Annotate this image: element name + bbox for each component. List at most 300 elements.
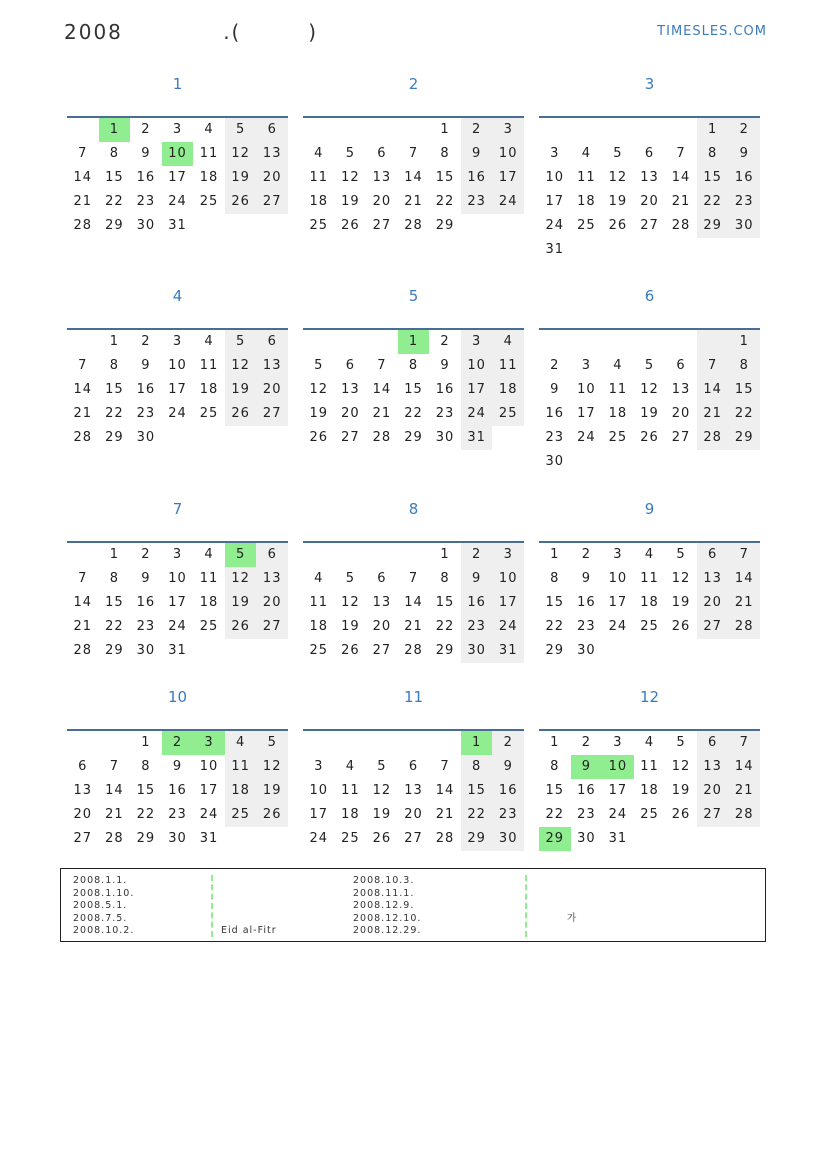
day-cell[interactable]: 28 (372, 430, 392, 445)
day-cell[interactable]: 1 (109, 334, 119, 349)
day-cell[interactable]: 5 (676, 547, 686, 562)
day-cell[interactable]: 27 (341, 430, 360, 445)
day-cell[interactable]: 30 (728, 214, 760, 238)
day-cell[interactable]: 15 (435, 170, 455, 185)
day-cell[interactable]: 14 (73, 170, 93, 185)
day-cell[interactable]: 9 (581, 571, 591, 586)
day-cell[interactable]: 7 (78, 146, 88, 161)
day-cell[interactable]: 6 (345, 358, 355, 373)
day-cell[interactable]: 25 (199, 406, 219, 421)
day-cell[interactable]: 26 (225, 402, 257, 426)
day-cell[interactable]: 20 (640, 194, 659, 209)
day-cell[interactable]: 19 (608, 194, 628, 209)
day-cell[interactable]: 10 (168, 358, 187, 373)
day-cell[interactable]: 7 (377, 358, 387, 373)
day-cell[interactable]: 21 (372, 406, 392, 421)
day-cell[interactable]: 12 (225, 354, 257, 378)
day-cell[interactable]: 7 (728, 543, 760, 567)
day-cell[interactable]: 19 (225, 591, 257, 615)
day-cell[interactable]: 26 (341, 643, 360, 658)
day-cell[interactable]: 16 (577, 783, 596, 798)
day-cell[interactable]: 20 (671, 406, 691, 421)
day-cell[interactable]: 1 (550, 547, 560, 562)
day-cell[interactable]: 17 (492, 166, 524, 190)
day-cell[interactable]: 21 (435, 807, 455, 822)
day-cell[interactable]: 16 (492, 779, 524, 803)
day-cell[interactable]: 16 (577, 595, 596, 610)
day-cell[interactable]: 1 (461, 731, 493, 755)
day-cell[interactable]: 1 (550, 735, 560, 750)
day-cell[interactable]: 2 (141, 547, 151, 562)
day-cell[interactable]: 5 (345, 146, 355, 161)
day-cell[interactable]: 20 (341, 406, 360, 421)
day-cell[interactable]: 24 (199, 807, 219, 822)
day-cell[interactable]: 18 (225, 779, 257, 803)
day-cell[interactable]: 23 (577, 619, 596, 634)
day-cell[interactable]: 27 (697, 615, 729, 639)
day-cell[interactable]: 4 (644, 547, 655, 562)
day-cell[interactable]: 23 (461, 190, 493, 214)
day-cell[interactable]: 19 (341, 619, 360, 634)
day-cell[interactable]: 24 (168, 406, 187, 421)
day-cell[interactable]: 24 (608, 619, 628, 634)
day-cell[interactable]: 21 (73, 194, 93, 209)
day-cell[interactable]: 2 (550, 358, 560, 373)
day-cell[interactable]: 30 (136, 430, 156, 445)
day-cell[interactable]: 16 (136, 595, 156, 610)
day-cell[interactable]: 8 (141, 759, 151, 774)
day-cell[interactable]: 22 (545, 807, 565, 822)
day-cell[interactable]: 18 (640, 783, 659, 798)
day-cell[interactable]: 8 (408, 358, 419, 373)
day-cell[interactable]: 3 (461, 330, 493, 354)
day-cell[interactable]: 25 (341, 831, 360, 846)
day-cell[interactable]: 2 (461, 118, 493, 142)
day-cell[interactable]: 15 (728, 378, 760, 402)
day-cell[interactable]: 28 (435, 831, 455, 846)
day-cell[interactable]: 3 (613, 547, 623, 562)
day-cell[interactable]: 4 (492, 330, 524, 354)
day-cell[interactable]: 29 (105, 430, 124, 445)
day-cell[interactable]: 19 (372, 807, 392, 822)
day-cell[interactable]: 13 (671, 382, 691, 397)
day-cell[interactable]: 10 (168, 571, 187, 586)
day-cell[interactable]: 17 (461, 378, 493, 402)
day-cell[interactable]: 4 (204, 547, 214, 562)
day-cell[interactable]: 11 (309, 170, 329, 185)
day-cell[interactable]: 27 (256, 402, 288, 426)
day-cell[interactable]: 27 (671, 430, 691, 445)
day-cell[interactable]: 17 (168, 382, 187, 397)
day-cell[interactable]: 11 (640, 759, 659, 774)
day-cell[interactable]: 13 (697, 755, 729, 779)
day-cell[interactable]: 7 (440, 759, 450, 774)
day-cell[interactable]: 3 (492, 118, 524, 142)
day-cell[interactable]: 6 (676, 358, 686, 373)
day-cell[interactable]: 14 (73, 595, 93, 610)
day-cell[interactable]: 26 (671, 807, 691, 822)
day-cell[interactable]: 18 (309, 194, 329, 209)
day-cell[interactable]: 25 (199, 619, 219, 634)
day-cell[interactable]: 27 (404, 831, 423, 846)
day-cell[interactable]: 17 (168, 170, 187, 185)
day-cell[interactable]: 20 (372, 194, 392, 209)
day-cell[interactable]: 18 (492, 378, 524, 402)
day-cell[interactable]: 11 (492, 354, 524, 378)
day-cell[interactable]: 4 (204, 334, 214, 349)
day-cell[interactable]: 13 (256, 354, 288, 378)
day-cell[interactable]: 26 (341, 218, 360, 233)
day-cell[interactable]: 15 (105, 170, 124, 185)
day-cell[interactable]: 30 (577, 831, 596, 846)
day-cell[interactable]: 19 (225, 378, 257, 402)
day-cell[interactable]: 24 (577, 430, 596, 445)
day-cell[interactable]: 19 (309, 406, 329, 421)
day-cell[interactable]: 23 (435, 406, 455, 421)
day-cell[interactable]: 24 (608, 807, 628, 822)
day-cell[interactable]: 14 (697, 378, 729, 402)
day-cell[interactable]: 22 (697, 190, 729, 214)
day-cell[interactable]: 18 (199, 382, 219, 397)
day-cell[interactable]: 4 (613, 358, 623, 373)
day-cell[interactable]: 24 (168, 194, 187, 209)
day-cell[interactable]: 31 (168, 643, 187, 658)
day-cell[interactable]: 18 (341, 807, 360, 822)
day-cell[interactable]: 30 (577, 643, 596, 658)
day-cell[interactable]: 29 (105, 643, 124, 658)
day-cell[interactable]: 8 (697, 142, 729, 166)
day-cell[interactable]: 1 (99, 118, 131, 142)
day-cell[interactable]: 15 (435, 595, 455, 610)
day-cell[interactable]: 6 (256, 330, 288, 354)
day-cell[interactable]: 30 (435, 430, 455, 445)
day-cell[interactable]: 15 (697, 166, 729, 190)
day-cell[interactable]: 20 (256, 591, 288, 615)
day-cell[interactable]: 12 (372, 783, 392, 798)
day-cell[interactable]: 7 (78, 571, 88, 586)
day-cell[interactable]: 15 (105, 595, 124, 610)
day-cell[interactable]: 11 (225, 755, 257, 779)
day-cell[interactable]: 29 (105, 218, 124, 233)
day-cell[interactable]: 24 (461, 402, 493, 426)
day-cell[interactable]: 26 (225, 190, 257, 214)
day-cell[interactable]: 18 (309, 619, 329, 634)
day-cell[interactable]: 8 (550, 571, 560, 586)
day-cell[interactable]: 14 (671, 170, 691, 185)
day-cell[interactable]: 6 (697, 543, 729, 567)
day-cell[interactable]: 7 (697, 354, 729, 378)
day-cell[interactable]: 10 (492, 567, 524, 591)
day-cell[interactable]: 22 (105, 619, 124, 634)
day-cell[interactable]: 12 (608, 170, 628, 185)
day-cell[interactable]: 4 (225, 731, 257, 755)
day-cell[interactable]: 3 (172, 334, 183, 349)
day-cell[interactable]: 3 (492, 543, 524, 567)
day-cell[interactable]: 30 (492, 827, 524, 851)
day-cell[interactable]: 23 (492, 803, 524, 827)
day-cell[interactable]: 8 (109, 146, 119, 161)
day-cell[interactable]: 27 (372, 218, 392, 233)
day-cell[interactable]: 5 (256, 731, 288, 755)
day-cell[interactable]: 6 (377, 146, 387, 161)
day-cell[interactable]: 11 (341, 783, 360, 798)
day-cell[interactable]: 4 (644, 735, 655, 750)
day-cell[interactable]: 22 (435, 194, 455, 209)
day-cell[interactable]: 31 (492, 639, 524, 663)
day-cell[interactable]: 13 (372, 595, 392, 610)
day-cell[interactable]: 19 (671, 595, 691, 610)
day-cell[interactable]: 15 (461, 779, 493, 803)
day-cell[interactable]: 23 (577, 807, 596, 822)
day-cell[interactable]: 1 (440, 547, 450, 562)
day-cell[interactable]: 7 (408, 571, 419, 586)
day-cell[interactable]: 3 (613, 735, 623, 750)
day-cell[interactable]: 23 (136, 619, 156, 634)
day-cell[interactable]: 9 (728, 142, 760, 166)
brand-link[interactable]: TIMESLES.COM (657, 24, 767, 39)
day-cell[interactable]: 25 (608, 430, 628, 445)
day-cell[interactable]: 5 (314, 358, 324, 373)
day-cell[interactable]: 6 (408, 759, 419, 774)
day-cell[interactable]: 9 (172, 759, 183, 774)
day-cell[interactable]: 26 (608, 218, 628, 233)
day-cell[interactable]: 9 (141, 571, 151, 586)
day-cell[interactable]: 18 (199, 170, 219, 185)
day-cell[interactable]: 13 (341, 382, 360, 397)
day-cell[interactable]: 21 (728, 779, 760, 803)
day-cell[interactable]: 12 (225, 567, 257, 591)
day-cell[interactable]: 18 (577, 194, 596, 209)
day-cell[interactable]: 22 (728, 402, 760, 426)
day-cell[interactable]: 13 (640, 170, 659, 185)
day-cell[interactable]: 30 (461, 639, 493, 663)
day-cell[interactable]: 12 (640, 382, 659, 397)
day-cell[interactable]: 28 (671, 218, 691, 233)
day-cell[interactable]: 27 (372, 643, 392, 658)
day-cell[interactable]: 15 (105, 382, 124, 397)
day-cell[interactable]: 11 (577, 170, 596, 185)
day-cell[interactable]: 5 (377, 759, 387, 774)
day-cell[interactable]: 22 (461, 803, 493, 827)
day-cell[interactable]: 1 (728, 330, 760, 354)
day-cell[interactable]: 17 (168, 595, 187, 610)
day-cell[interactable]: 26 (309, 430, 329, 445)
day-cell[interactable]: 1 (697, 118, 729, 142)
day-cell[interactable]: 31 (461, 426, 493, 450)
day-cell[interactable]: 29 (435, 218, 455, 233)
day-cell[interactable]: 8 (728, 354, 760, 378)
day-cell[interactable]: 11 (199, 571, 219, 586)
day-cell[interactable]: 5 (225, 330, 257, 354)
day-cell[interactable]: 24 (309, 831, 329, 846)
day-cell[interactable]: 28 (73, 218, 93, 233)
day-cell[interactable]: 26 (671, 619, 691, 634)
day-cell[interactable]: 18 (608, 406, 628, 421)
day-cell[interactable]: 2 (728, 118, 760, 142)
day-cell[interactable]: 20 (697, 779, 729, 803)
day-cell[interactable]: 17 (608, 595, 628, 610)
day-cell[interactable]: 8 (461, 755, 493, 779)
day-cell[interactable]: 2 (162, 731, 194, 755)
day-cell[interactable]: 26 (640, 430, 659, 445)
day-cell[interactable]: 25 (577, 218, 596, 233)
day-cell[interactable]: 22 (545, 619, 565, 634)
day-cell[interactable]: 8 (109, 358, 119, 373)
day-cell[interactable]: 16 (136, 382, 156, 397)
day-cell[interactable]: 21 (404, 619, 423, 634)
day-cell[interactable]: 25 (640, 619, 659, 634)
day-cell[interactable]: 16 (728, 166, 760, 190)
day-cell[interactable]: 20 (697, 591, 729, 615)
day-cell[interactable]: 3 (581, 358, 591, 373)
day-cell[interactable]: 12 (671, 759, 691, 774)
day-cell[interactable]: 2 (581, 735, 591, 750)
day-cell[interactable]: 15 (136, 783, 156, 798)
day-cell[interactable]: 31 (608, 831, 628, 846)
day-cell[interactable]: 2 (492, 731, 524, 755)
day-cell[interactable]: 22 (136, 807, 156, 822)
day-cell[interactable]: 31 (545, 242, 565, 257)
day-cell[interactable]: 10 (461, 354, 493, 378)
day-cell[interactable]: 29 (728, 426, 760, 450)
day-cell[interactable]: 30 (136, 218, 156, 233)
day-cell[interactable]: 16 (545, 406, 565, 421)
day-cell[interactable]: 22 (404, 406, 423, 421)
day-cell[interactable]: 7 (408, 146, 419, 161)
day-cell[interactable]: 14 (73, 382, 93, 397)
day-cell[interactable]: 24 (492, 190, 524, 214)
day-cell[interactable]: 12 (309, 382, 329, 397)
day-cell[interactable]: 12 (256, 755, 288, 779)
day-cell[interactable]: 8 (550, 759, 560, 774)
day-cell[interactable]: 13 (697, 567, 729, 591)
day-cell[interactable]: 6 (644, 146, 655, 161)
day-cell[interactable]: 4 (581, 146, 591, 161)
day-cell[interactable]: 19 (341, 194, 360, 209)
day-cell[interactable]: 13 (404, 783, 423, 798)
day-cell[interactable]: 9 (550, 382, 560, 397)
day-cell[interactable]: 29 (404, 430, 423, 445)
day-cell[interactable]: 9 (461, 142, 493, 166)
day-cell[interactable]: 12 (341, 170, 360, 185)
day-cell[interactable]: 29 (461, 827, 493, 851)
day-cell[interactable]: 2 (141, 334, 151, 349)
day-cell[interactable]: 2 (461, 543, 493, 567)
day-cell[interactable]: 10 (602, 755, 634, 779)
day-cell[interactable]: 4 (314, 571, 324, 586)
day-cell[interactable]: 1 (398, 330, 430, 354)
day-cell[interactable]: 12 (225, 142, 257, 166)
day-cell[interactable]: 8 (440, 571, 450, 586)
day-cell[interactable]: 9 (141, 146, 151, 161)
day-cell[interactable]: 17 (608, 783, 628, 798)
day-cell[interactable]: 25 (309, 643, 329, 658)
day-cell[interactable]: 1 (141, 735, 151, 750)
day-cell[interactable]: 3 (193, 731, 225, 755)
day-cell[interactable]: 28 (404, 218, 423, 233)
day-cell[interactable]: 21 (697, 402, 729, 426)
day-cell[interactable]: 31 (168, 218, 187, 233)
day-cell[interactable]: 31 (199, 831, 219, 846)
day-cell[interactable]: 20 (256, 166, 288, 190)
day-cell[interactable]: 23 (136, 194, 156, 209)
day-cell[interactable]: 14 (728, 567, 760, 591)
day-cell[interactable]: 5 (644, 358, 655, 373)
day-cell[interactable]: 23 (545, 430, 565, 445)
day-cell[interactable]: 21 (73, 406, 93, 421)
day-cell[interactable]: 25 (199, 194, 219, 209)
day-cell[interactable]: 1 (109, 547, 119, 562)
day-cell[interactable]: 23 (461, 615, 493, 639)
day-cell[interactable]: 25 (309, 218, 329, 233)
day-cell[interactable]: 25 (225, 803, 257, 827)
day-cell[interactable]: 18 (199, 595, 219, 610)
day-cell[interactable]: 1 (440, 122, 450, 137)
day-cell[interactable]: 3 (550, 146, 560, 161)
day-cell[interactable]: 12 (341, 595, 360, 610)
day-cell[interactable]: 27 (256, 615, 288, 639)
day-cell[interactable]: 5 (225, 118, 257, 142)
day-cell[interactable]: 20 (404, 807, 423, 822)
day-cell[interactable]: 10 (608, 571, 628, 586)
day-cell[interactable]: 17 (577, 406, 596, 421)
day-cell[interactable]: 16 (461, 591, 493, 615)
day-cell[interactable]: 14 (435, 783, 455, 798)
day-cell[interactable]: 14 (372, 382, 392, 397)
day-cell[interactable]: 28 (105, 831, 124, 846)
day-cell[interactable]: 30 (545, 454, 565, 469)
day-cell[interactable]: 7 (676, 146, 686, 161)
day-cell[interactable]: 8 (440, 146, 450, 161)
day-cell[interactable]: 14 (404, 595, 423, 610)
day-cell[interactable]: 21 (728, 591, 760, 615)
day-cell[interactable]: 5 (345, 571, 355, 586)
day-cell[interactable]: 4 (345, 759, 355, 774)
day-cell[interactable]: 27 (640, 218, 659, 233)
day-cell[interactable]: 30 (168, 831, 187, 846)
day-cell[interactable]: 28 (728, 615, 760, 639)
day-cell[interactable]: 4 (314, 146, 324, 161)
day-cell[interactable]: 11 (608, 382, 628, 397)
day-cell[interactable]: 24 (545, 218, 565, 233)
day-cell[interactable]: 23 (136, 406, 156, 421)
day-cell[interactable]: 19 (640, 406, 659, 421)
day-cell[interactable]: 3 (172, 547, 183, 562)
day-cell[interactable]: 18 (640, 595, 659, 610)
day-cell[interactable]: 10 (545, 170, 565, 185)
day-cell[interactable]: 28 (73, 643, 93, 658)
day-cell[interactable]: 23 (728, 190, 760, 214)
day-cell[interactable]: 14 (728, 755, 760, 779)
day-cell[interactable]: 3 (172, 122, 183, 137)
day-cell[interactable]: 27 (73, 831, 93, 846)
day-cell[interactable]: 26 (225, 615, 257, 639)
day-cell[interactable]: 7 (78, 358, 88, 373)
day-cell[interactable]: 7 (728, 731, 760, 755)
day-cell[interactable]: 11 (640, 571, 659, 586)
day-cell[interactable]: 21 (404, 194, 423, 209)
day-cell[interactable]: 23 (168, 807, 187, 822)
day-cell[interactable]: 20 (73, 807, 93, 822)
day-cell[interactable]: 9 (571, 755, 603, 779)
day-cell[interactable]: 15 (545, 595, 565, 610)
day-cell[interactable]: 2 (440, 334, 450, 349)
day-cell[interactable]: 11 (199, 146, 219, 161)
day-cell[interactable]: 28 (404, 643, 423, 658)
day-cell[interactable]: 10 (162, 142, 194, 166)
day-cell[interactable]: 20 (256, 378, 288, 402)
day-cell[interactable]: 8 (109, 571, 119, 586)
